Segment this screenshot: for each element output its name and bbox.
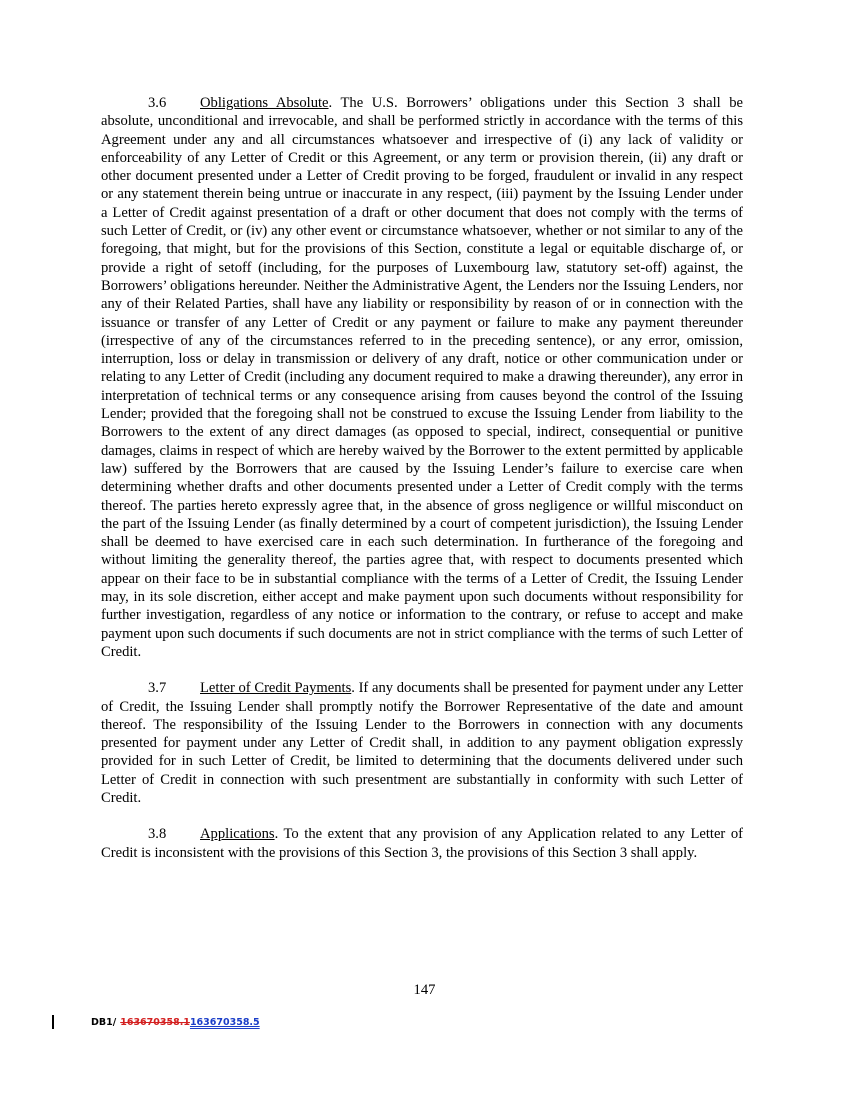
section-3-8-paragraph	[101, 825, 743, 862]
revision-change-bar	[52, 1015, 54, 1029]
document-id-footer	[52, 1012, 260, 1032]
document-id-prefix: DB1/	[91, 1016, 117, 1028]
section-heading: Obligations Absolute	[200, 95, 329, 111]
section-number: 3.8	[148, 826, 167, 843]
section-body-text: . To the extent that any provision of any Application related to any Letter of Credit is inconsistent with the provisions of this Section 3, the provisions of this Section 3 shall apply.	[101, 826, 743, 861]
inserted-document-id: 163670358.5	[189, 1016, 260, 1028]
section-3-7-paragraph	[101, 679, 743, 807]
section-heading: Applications	[200, 826, 275, 843]
section-number: 3.6	[148, 95, 167, 111]
section-number: 3.7	[148, 680, 167, 697]
section-3-6-paragraph	[101, 94, 743, 661]
section-heading: Letter of Credit Payments	[200, 680, 352, 697]
page-number: 147	[413, 982, 436, 998]
deleted-document-id: 163670358.1	[120, 1016, 190, 1028]
section-body-text: . If any documents shall be presented for payment under any Letter of Credit, the Issuing Lender shall promptly notify the Borrower Representative of the date and amount thereof. The responsibility of the Issuing Lender to the Borrowers in connection with any documents presented for payment under any Letter of Credit shall, in addition to any payment obligation expressly provided for in such Letter of Credit, be limited to determining that the documents delivered under such Letter of Credit in connection with such presentment are substantially in conformity with such Letter of Credit.	[101, 680, 743, 806]
document-body	[101, 94, 743, 862]
section-body-text: . The U.S. Borrowers’ obligations under this Section 3 shall be absolute, unconditional and irrevocable, and shall be performed strictly in accordance with the terms of this Agreement under any and all circumstances whatsoever and irrespective of (i) any lack of validity or enforceability of any Letter of Credit or this Agreement, or any term or provision therein, (ii) any draft or other document presented under a Letter of Credit proving to be forged, fraudulent or invalid in any respect or any statement therein being untrue or inaccurate in any respect, (iii) payment by the Issuing Lender under a Letter of Credit against presentation of a draft or other document that does not comply with the terms of such Letter of Credit, or (iv) any other event or circumstance whatsoever, whether or not similar to any of the foregoing, that might, but for the provisions of this Section, constitute a legal or equitable discharge of, or provide a right of setoff (including, for the purposes of Luxembourg law, statutory set-off) against, the Borrowers’ obligations hereunder. Neither the Administrative Agent, the Lenders nor the Issuing Lenders, nor any of their Related Parties, shall have any liability or responsibility by reason of or in connection with the issuance or transfer of any Letter of Credit or any payment or failure to make any payment thereunder (irrespective of any of the circumstances referred to in the preceding sentence), or any error, omission, interruption, loss or delay in transmission or delivery of any draft, notice or other communication under or relating to any Letter of Credit (including any document required to make a drawing thereunder), any error in interpretation of technical terms or any consequence arising from causes beyond the control of the Issuing Lender; provided that the foregoing shall not be construed to excuse the Issuing Lender from liability to the Borrowers to the extent of any direct damages (as opposed to special, indirect, consequential or punitive damages, claims in respect of which are hereby waived by the Borrower to the extent permitted by applicable law) suffered by the Borrowers that are caused by the Issuing Lender’s failure to exercise care when determining whether drafts and other documents presented under a Letter of Credit comply with the terms thereof. The parties hereto expressly agree that, in the absence of gross negligence or willful misconduct on the part of the Issuing Lender (as finally determined by a court of competent jurisdiction), the Issuing Lender shall be deemed to have exercised care in each such determination. In furtherance of the foregoing and without limiting the generality thereof, the parties agree that, with respect to documents presented which appear on their face to be in substantial compliance with the terms of a Letter of Credit, the Issuing Lender may, in its sole discretion, either accept and make payment upon such documents without responsibility for further investigation, regardless of any notice or information to the contrary, or refuse to accept and make payment upon such documents if such documents are not in strict compliance with the terms of such Letter of Credit.	[101, 95, 743, 660]
